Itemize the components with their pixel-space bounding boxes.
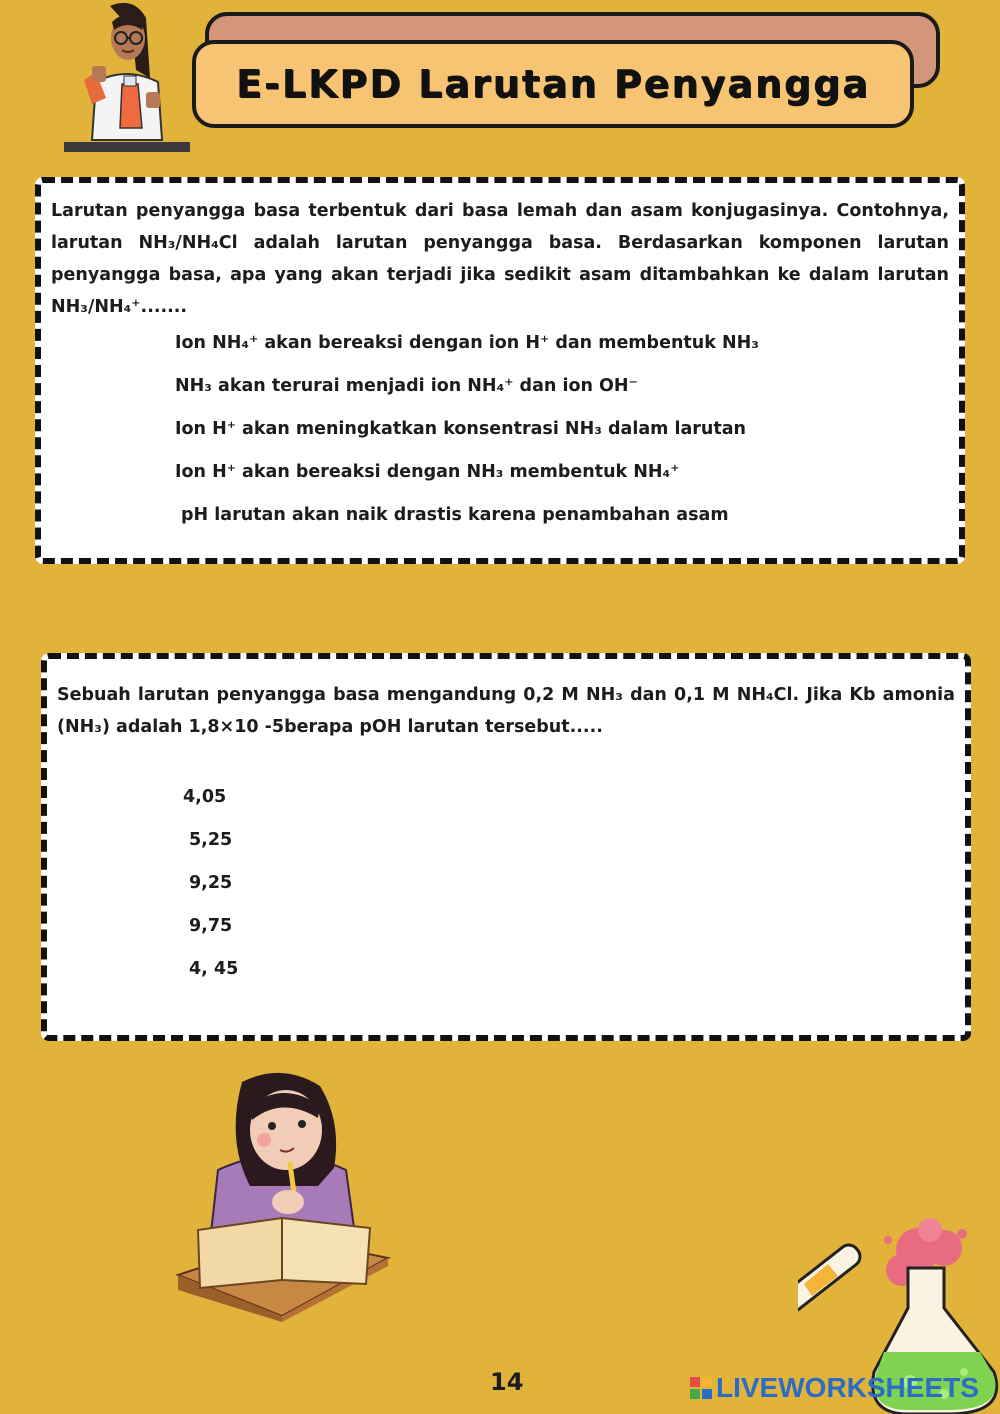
girl-reading-illustration [170,1070,395,1325]
scientist-illustration [62,0,192,155]
question-2-option-c[interactable]: 9,25 [189,873,233,893]
question-1-option-a[interactable]: Ion NH₄⁺ akan bereaksi dengan ion H⁺ dan membentuk NH₃ [175,333,759,353]
question-1-option-b[interactable]: NH₃ akan terurai menjadi ion NH₄⁺ dan ion OH⁻ [175,376,638,396]
question-1-option-e[interactable]: pH larutan akan naik drastis karena penambahan asam [181,505,729,525]
question-2-option-b[interactable]: 5,25 [189,830,233,850]
question-2-option-e[interactable]: 4, 45 [189,959,239,979]
question-card-1 [35,177,965,564]
question-1-option-d[interactable]: Ion H⁺ akan bereaksi dengan NH₃ membentuk NH₄⁺ [175,462,680,482]
question-1-option-c[interactable]: Ion H⁺ akan meningkatkan konsentrasi NH₃ dalam larutan [175,419,746,439]
question-2-text: Sebuah larutan penyangga basa mengandung 0,2 M NH₃ dan 0,1 M NH₄Cl. Jika Kb amonia (NH₃) adalah 1,8×10 -5berapa pOH larutan tersebut..... [57,685,955,737]
page-number: 14 [490,1368,524,1396]
question-1-text: Larutan penyangga basa terbentuk dari basa lemah dan asam konjugasinya. Contohnya, larutan NH₃/NH₄Cl adalah larutan penyangga basa. Berdasarkan komponen larutan penyangga basa, apa yang akan terjadi jika sedikit asam ditambahkan ke dalam larutan NH₃/NH₄⁺....... [51,201,949,317]
question-2-option-d[interactable]: 9,75 [189,916,233,936]
question-2-option-a[interactable]: 4,05 [183,787,227,807]
liveworksheets-logo-text: LIVEWORKSHEETS [716,1372,979,1403]
question-card-2 [41,653,971,1041]
title-banner [192,40,914,128]
liveworksheets-mark-icon [690,1377,712,1399]
page-title: E-LKPD Larutan Penyangga [236,62,870,106]
liveworksheets-logo[interactable] [690,1372,979,1404]
